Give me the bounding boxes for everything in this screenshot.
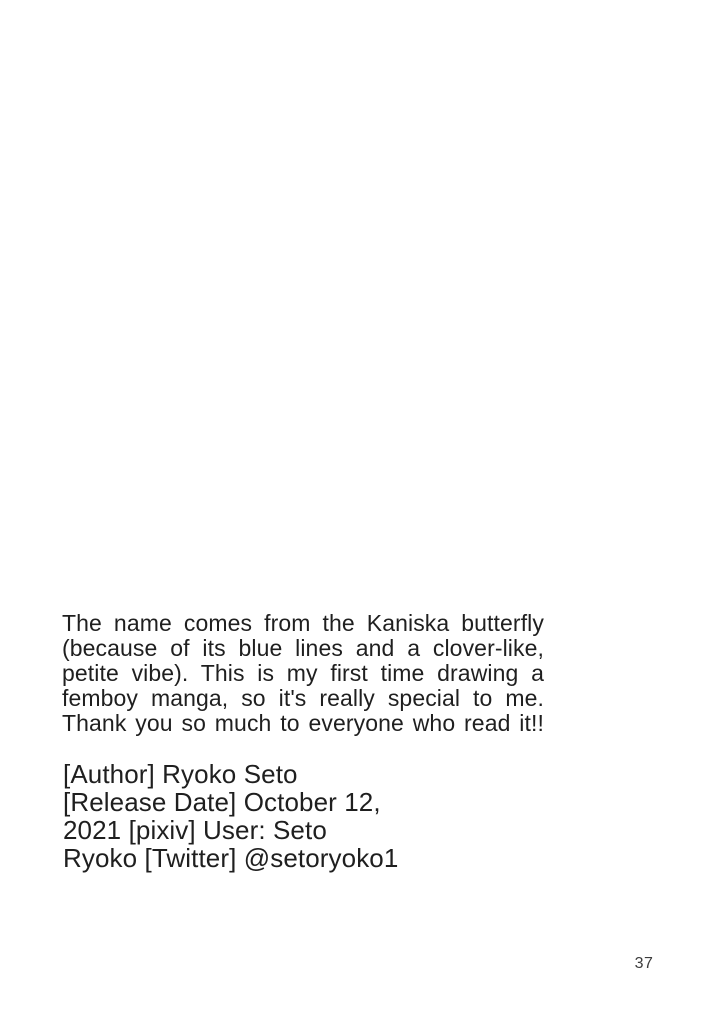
credits-line-release-date: [Release Date] October 12, <box>63 787 381 817</box>
credits-line-author: [Author] Ryoko Seto <box>63 759 298 789</box>
afterword-line: (because of its blue lines and a clover-like, <box>62 635 544 661</box>
credits-block <box>63 760 463 872</box>
page-number: 37 <box>634 955 654 972</box>
afterword-line: petite vibe). This is my first time drawing a <box>62 660 544 686</box>
credits-line-twitter: Ryoko [Twitter] @setoryoko1 <box>63 843 399 873</box>
afterword-line: femboy manga, so it's really special to me. <box>62 685 544 711</box>
afterword-paragraph <box>62 611 544 736</box>
afterword-line: Thank you so much to everyone who read it!! <box>62 710 544 736</box>
afterword-line: The name comes from the Kaniska butterfly <box>62 610 544 636</box>
credits-line-pixiv: 2021 [pixiv] User: Seto <box>63 815 327 845</box>
